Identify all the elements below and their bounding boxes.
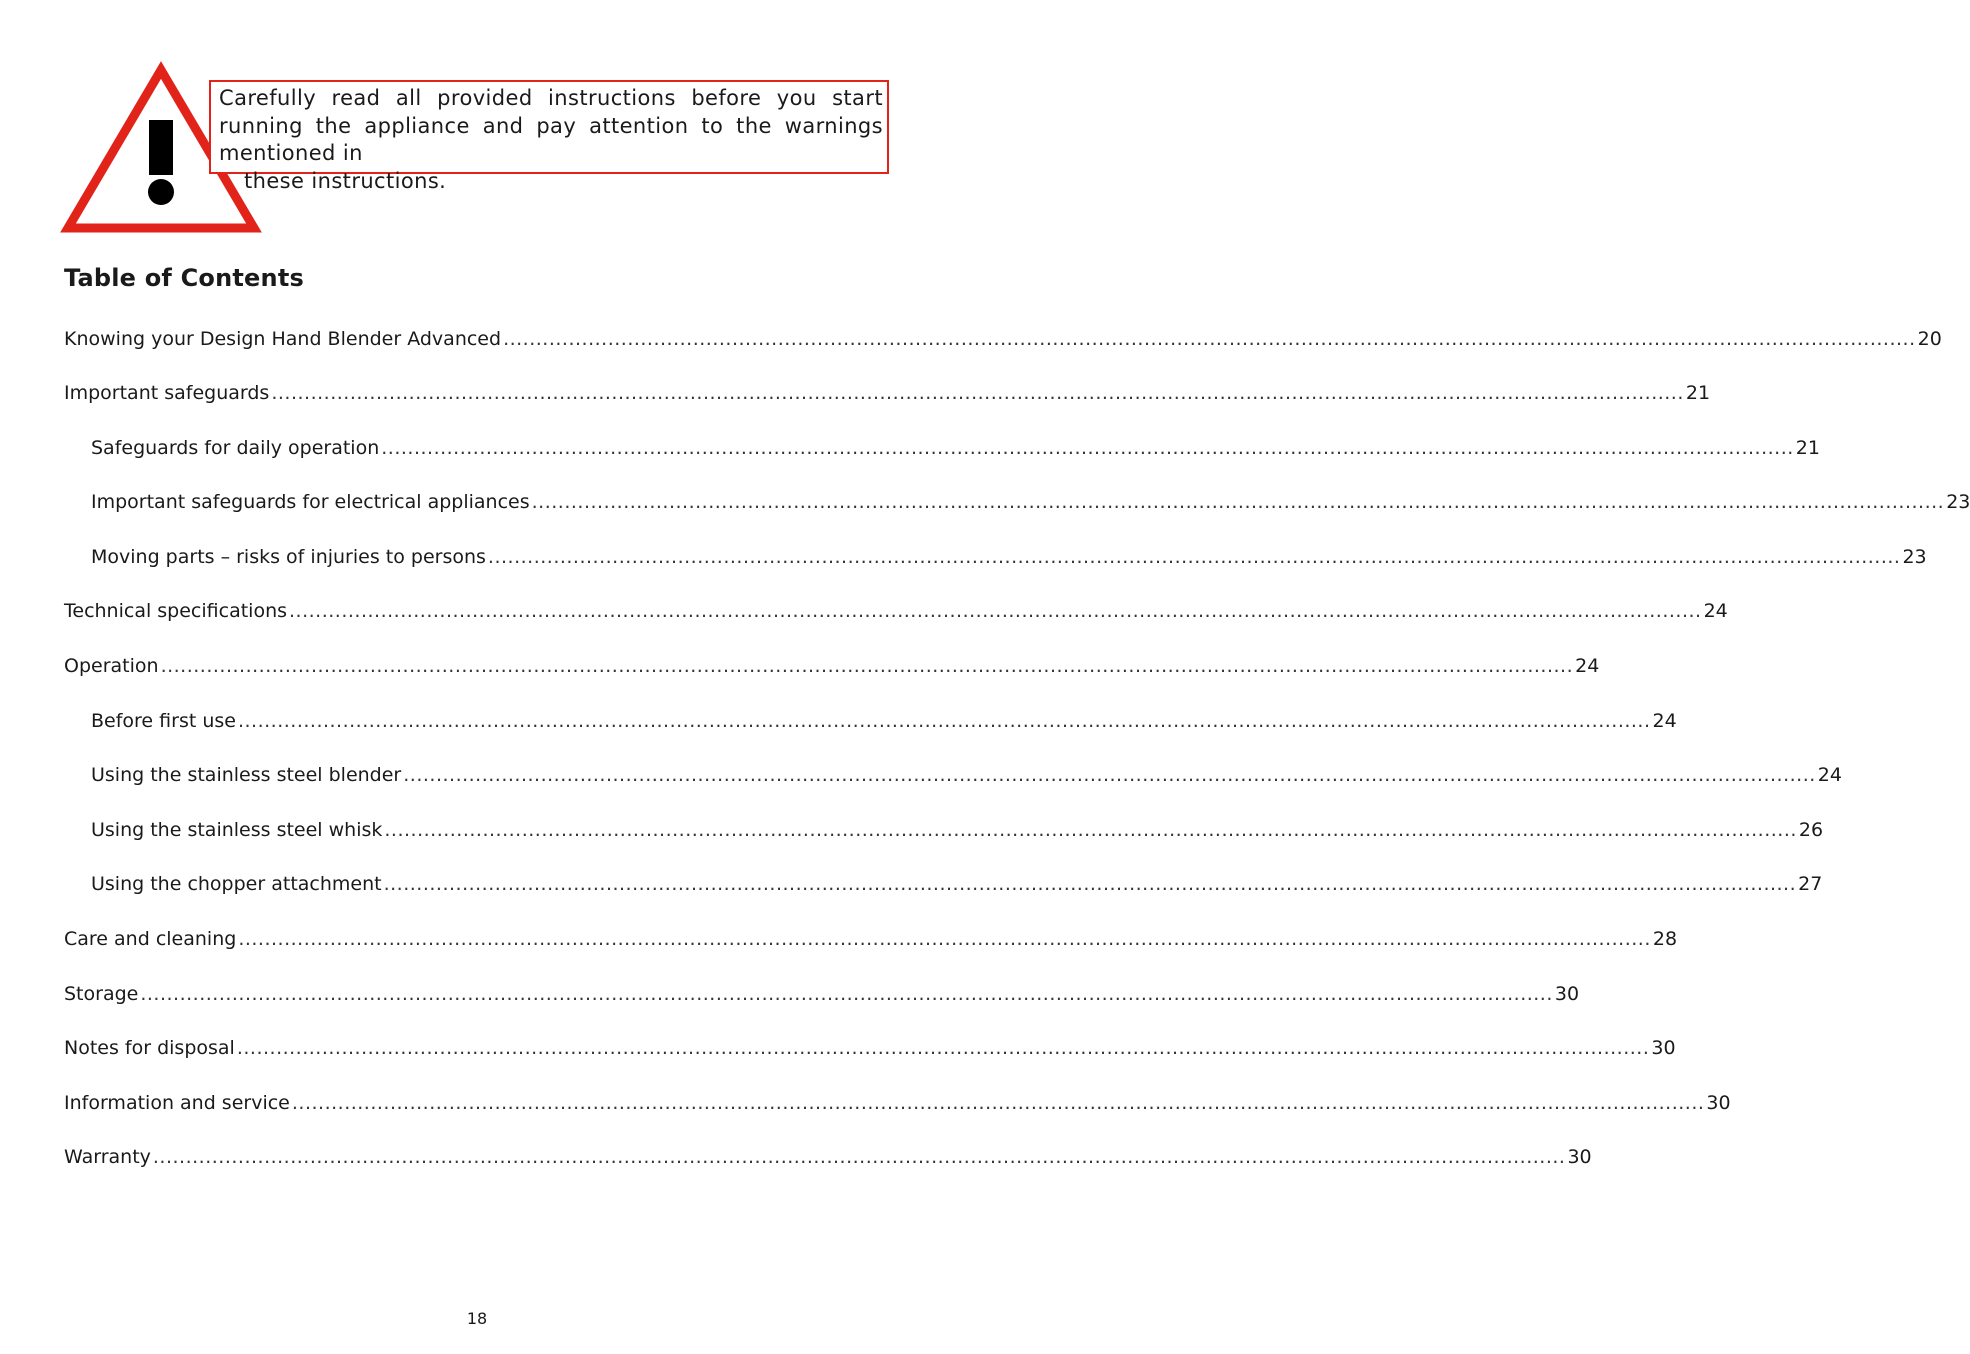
toc-entry[interactable] (64, 380, 1711, 406)
toc-entry[interactable] (91, 708, 1677, 734)
toc-entry-page: 30 (1706, 1092, 1731, 1114)
toc-entry-label: Important safeguards for electrical appliances (91, 491, 530, 513)
toc-entry-label: Warranty (64, 1146, 151, 1168)
toc-leader-dots: ........................................................................................................................................................................................................................ (487, 546, 1901, 568)
toc-entry[interactable] (64, 326, 1942, 352)
toc-entry[interactable] (64, 1035, 1676, 1061)
toc-entry-page: 23 (1902, 546, 1927, 568)
toc-entry[interactable] (64, 926, 1678, 952)
toc-entry-page: 28 (1652, 928, 1678, 950)
toc-entry-page: 23 (1946, 491, 1970, 513)
toc-entry[interactable] (64, 1090, 1731, 1116)
toc-leader-dots: ........................................................................................................................................................................................................................ (160, 655, 1574, 677)
toc-leader-dots: ........................................................................................................................................................................................................................ (271, 382, 1684, 404)
toc-entry-page: 30 (1567, 1146, 1592, 1168)
toc-leader-dots: ........................................................................................................................................................................................................................ (403, 764, 1816, 786)
toc-leader-dots: ........................................................................................................................................................................................................................ (291, 1092, 1705, 1114)
toc-entry-page: 21 (1795, 437, 1820, 459)
toc-leader-dots: ........................................................................................................................................................................................................................ (531, 491, 1945, 513)
toc-entry-label: Using the chopper attachment (91, 873, 382, 895)
toc-leader-dots: ........................................................................................................................................................................................................................ (289, 600, 1702, 622)
toc-entry-label: Knowing your Design Hand Blender Advanced (64, 328, 502, 350)
toc-entry-page: 24 (1575, 655, 1600, 677)
toc-leader-dots: ........................................................................................................................................................................................................................ (238, 928, 1651, 950)
toc-entry[interactable] (64, 1144, 1592, 1170)
toc-leader-dots: ........................................................................................................................................................................................................................ (237, 710, 1651, 732)
toc-entry-page: 20 (1917, 328, 1942, 350)
notice-line-1: Carefully read all provided instructions before you start running (219, 86, 883, 138)
toc-leader-dots: ........................................................................................................................................................................................................................ (384, 819, 1797, 841)
toc-entry-page: 24 (1652, 710, 1677, 732)
toc-entry[interactable] (91, 544, 1927, 570)
toc-entry-label: Important safeguards (64, 382, 270, 404)
toc-entry[interactable] (91, 871, 1823, 897)
toc-leader-dots: ........................................................................................................................................................................................................................ (152, 1146, 1566, 1168)
notice-line-2: the appliance and pay attention to the warnings mentioned in (219, 113, 883, 165)
toc-entry-page: 30 (1554, 983, 1580, 1005)
toc-entry-label: Before first use (91, 710, 236, 732)
toc-entry-page: 24 (1817, 764, 1842, 786)
page-number: 18 (466, 1309, 488, 1328)
toc-entry-page: 30 (1651, 1037, 1676, 1059)
toc-entry[interactable] (91, 762, 1842, 788)
toc-heading: Table of Contents (64, 264, 304, 292)
toc-entry-page: 27 (1798, 873, 1823, 895)
toc-leader-dots: ........................................................................................................................................................................................................................ (140, 983, 1553, 1005)
toc-entry[interactable] (91, 817, 1824, 843)
toc-entry-page: 24 (1703, 600, 1728, 622)
toc-entry-page: 21 (1685, 382, 1711, 404)
toc-entry-label: Moving parts – risks of injuries to persons (91, 546, 486, 568)
toc-leader-dots: ........................................................................................................................................................................................................................ (236, 1037, 1650, 1059)
toc-leader-dots: ........................................................................................................................................................................................................................ (381, 437, 1794, 459)
notice-line-3: these instructions. (244, 168, 447, 193)
toc-entry-label: Information and service (64, 1092, 290, 1114)
toc-entry-label: Using the stainless steel whisk (91, 819, 383, 841)
toc-entry-label: Storage (64, 983, 139, 1005)
toc-entry-label: Care and cleaning (64, 928, 237, 950)
toc-entry[interactable] (64, 653, 1600, 679)
toc-leader-dots: ........................................................................................................................................................................................................................ (503, 328, 1916, 350)
toc-entry-label: Technical specifications (64, 600, 288, 622)
toc-entry-label: Notes for disposal (64, 1037, 235, 1059)
toc-entry[interactable] (91, 489, 1970, 515)
toc-entry[interactable] (64, 981, 1580, 1007)
toc-entry-label: Using the stainless steel blender (91, 764, 402, 786)
toc-entry[interactable] (64, 598, 1728, 624)
toc-leader-dots: ........................................................................................................................................................................................................................ (383, 873, 1797, 895)
toc-entry-page: 26 (1798, 819, 1824, 841)
toc-entry-label: Safeguards for daily operation (91, 437, 380, 459)
toc-entry[interactable] (91, 435, 1820, 461)
toc-entry-label: Operation (64, 655, 159, 677)
